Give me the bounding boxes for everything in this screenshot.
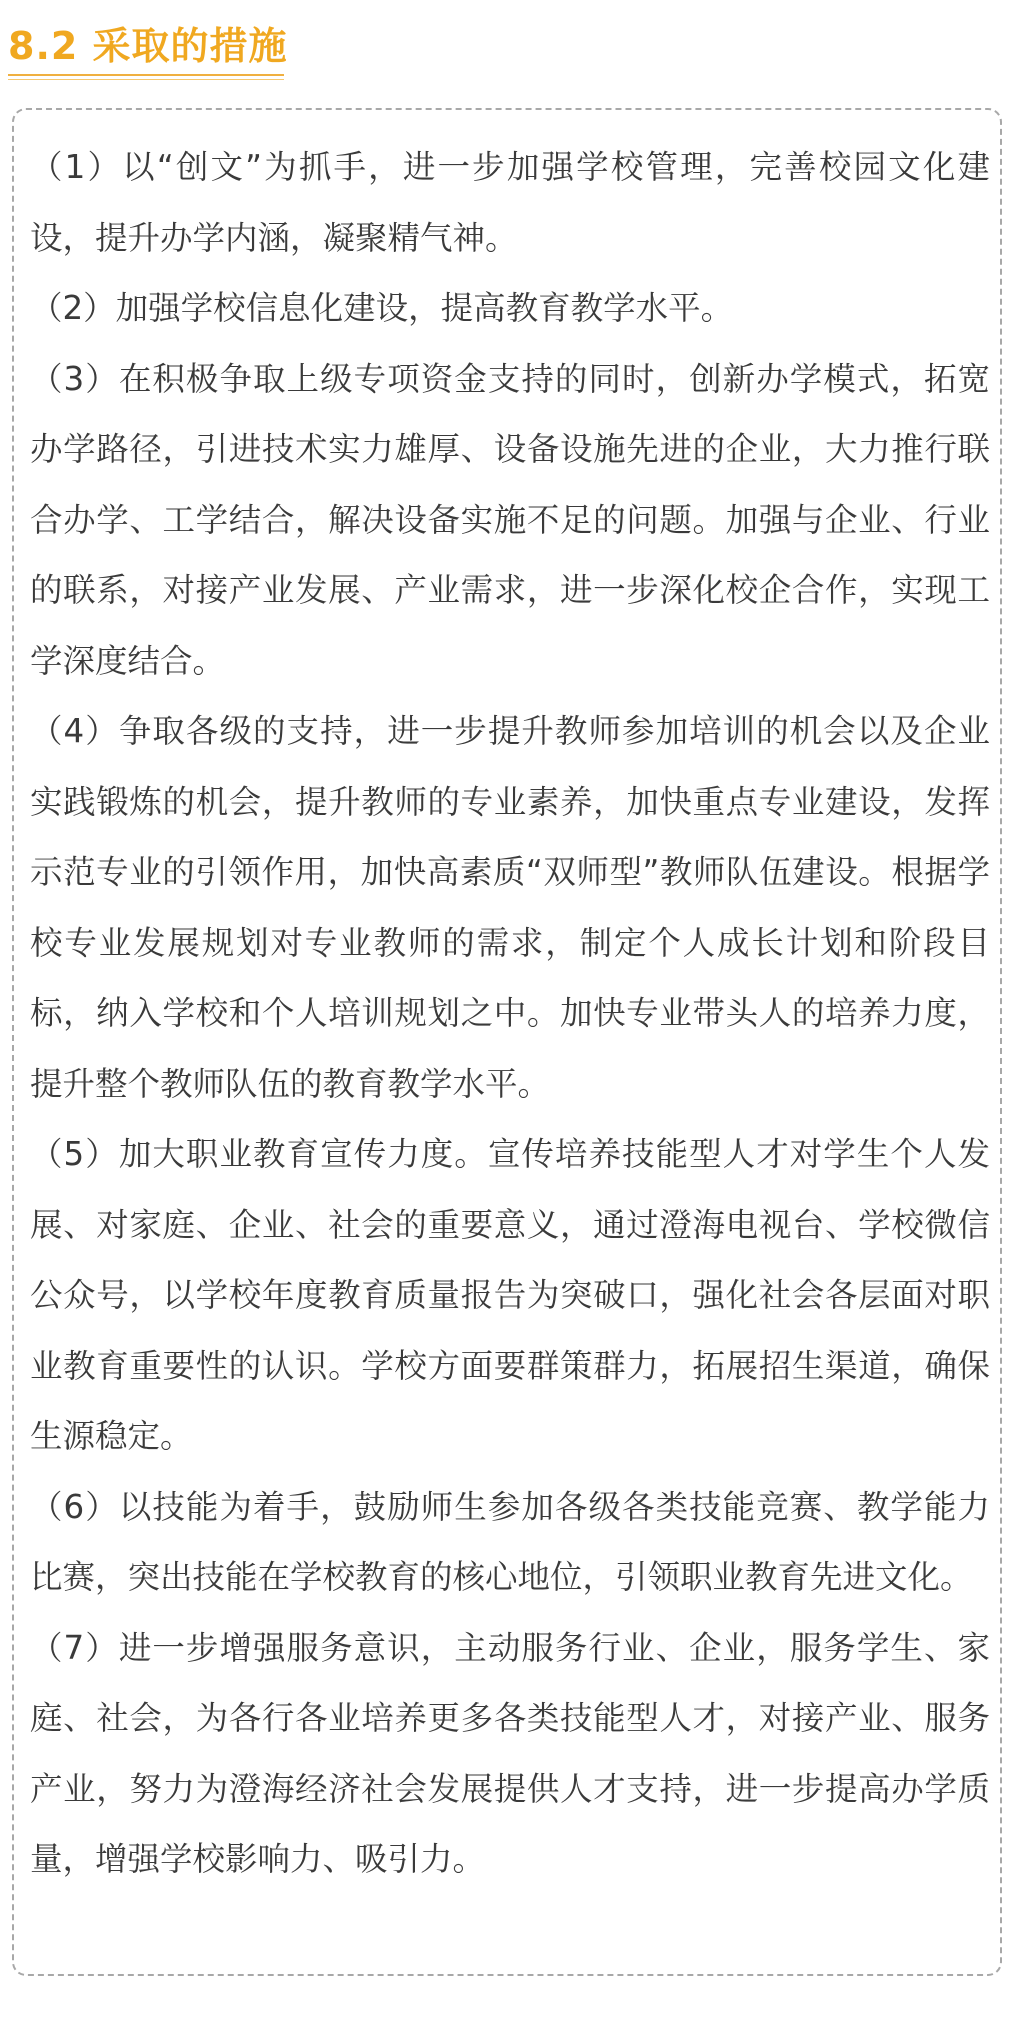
title-underline — [8, 74, 284, 76]
measures-box — [12, 108, 1002, 1976]
title-underline-secondary — [8, 79, 284, 80]
measure-item-2: （2）加强学校信息化建设，提高教育教学水平。 — [30, 289, 734, 327]
measure-item-6: （6）以技能为着手，鼓励师生参加各级各类技能竞赛、教学能力比赛，突出技能在学校教育的核心地位，引领职业教育先进文化。 — [30, 1487, 990, 1596]
section-title: 8.2 采取的措施 — [8, 24, 288, 68]
measure-item-1: （1）以“创文”为抓手，进一步加强学校管理，完善校园文化建设，提升办学内涵，凝聚精气神。 — [30, 148, 990, 257]
section-header — [8, 22, 288, 80]
measure-item-7: （7）进一步增强服务意识，主动服务行业、企业，服务学生、家庭、社会，为各行各业培养更多各类技能型人才，对接产业、服务产业，努力为澄海经济社会发展提供人才支持，进一步提高办学质量，增强学校影响力、吸引力。 — [30, 1628, 990, 1878]
measure-item-5: （5）加大职业教育宣传力度。宣传培养技能型人才对学生个人发展、对家庭、企业、社会的重要意义，通过澄海电视台、学校微信公众号，以学校年度教育质量报告为突破口，强化社会各层面对职业教育重要性的认识。学校方面要群策群力，拓展招生渠道，确保生源稳定。 — [30, 1135, 990, 1455]
measures-list — [30, 132, 990, 1895]
measure-item-3: （3）在积极争取上级专项资金支持的同时，创新办学模式，拓宽办学路径，引进技术实力雄厚、设备设施先进的企业，大力推行联合办学、工学结合，解决设备实施不足的问题。加强与企业、行业的联系，对接产业发展、产业需求，进一步深化校企合作，实现工学深度结合。 — [30, 359, 990, 680]
measure-item-4: （4）争取各级的支持，进一步提升教师参加培训的机会以及企业实践锻炼的机会，提升教师的专业素养，加快重点专业建设，发挥示范专业的引领作用，加快高素质“双师型”教师队伍建设。根据学校专业发展规划对专业教师的需求，制定个人成长计划和阶段目标，纳入学校和个人培训规划之中。加快专业带头人的培养力度，提升整个教师队伍的教育教学水平。 — [30, 712, 990, 1103]
